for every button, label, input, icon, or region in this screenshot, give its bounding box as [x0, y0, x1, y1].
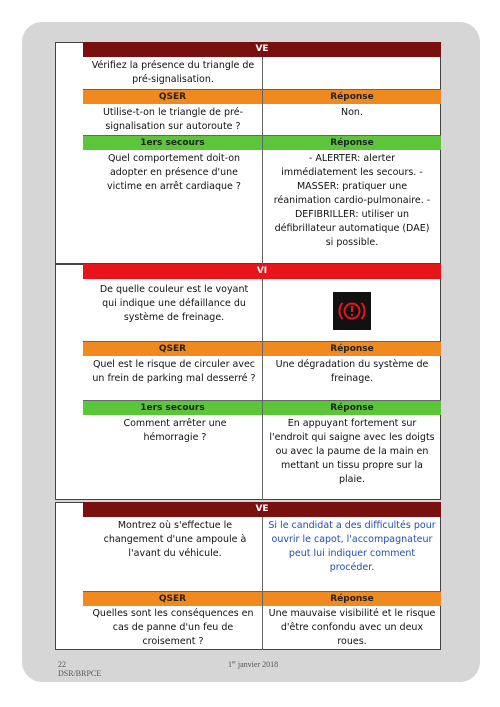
qser-question-54: Utilise-t-on le triangle de pré-signalisation sur autoroute ?	[102, 107, 244, 132]
reponse-label-54b: Réponse	[263, 136, 441, 150]
date-day: 1	[228, 660, 232, 669]
reponse-label-56: Réponse	[263, 592, 441, 606]
ve-header-54: VE	[83, 42, 441, 57]
secours-question-54: Quel comportement doit-on adopter en présence d'une victime en arrêt cardiaque ?	[107, 153, 241, 192]
secours-label-55: 1ers secours	[83, 401, 262, 415]
date-suffix: er	[232, 660, 236, 666]
date	[228, 660, 278, 669]
qser-question-55: Quel est le risque de circuler avec un frein de parking mal desserré ?	[92, 359, 256, 384]
qser-question-56: Quelles sont les conséquences en cas de panne d'un feu de croisement ?	[92, 608, 254, 647]
ve-question-56: Montrez où s'effectue le changement d'une ampoule à l'avant du véhicule.	[103, 520, 247, 559]
qser-label-55: QSER	[83, 342, 262, 356]
col-divider	[262, 279, 263, 500]
qser-answer-54: Non.	[341, 107, 363, 118]
vi-question-55: De quelle couleur est le voyant qui indique une défaillance du système de freinage.	[99, 284, 249, 323]
col-divider	[262, 517, 263, 650]
qser-answer-56: Une mauvaise visibilité et le risque d'être confondu avec un deux roues.	[268, 608, 436, 647]
org-code: DSR/BRPCE	[58, 669, 102, 678]
vi-header-55: VI	[83, 264, 441, 279]
brake-warning-light-icon	[333, 292, 371, 330]
reponse-label-55b: Réponse	[263, 401, 441, 415]
ve-answer-56: Si le candidat a des difficultés pour ouvrir le capot, l'accompagnateur peut lui indiquer comment procéder.	[268, 520, 436, 573]
ve-header-56: VE	[83, 502, 441, 517]
secours-answer-54: - ALERTER: alerter immédiatement les secours. - MASSER: pratiquer une réanimation cardio-pulmonaire. - DEFIBRILLER: utiliser un défibrillateur automatique (DAE) si possible.	[273, 153, 431, 248]
qser-answer-55: Une dégradation du système de freinage.	[275, 359, 429, 384]
secours-answer-55: En appuyant fortement sur l'endroit qui saigne avec les doigts ou avec la paume de la main en mettant un tissu propre sur la plaie.	[269, 418, 435, 485]
qser-label-54: QSER	[83, 90, 262, 104]
reponse-label-55: Réponse	[263, 342, 441, 356]
secours-question-55: Comment arrêter une hémorragie ?	[123, 418, 227, 443]
date-rest: janvier 2018	[235, 660, 279, 669]
page-number: 22	[58, 660, 66, 669]
qser-label-56: QSER	[83, 592, 262, 606]
reponse-label-54: Réponse	[263, 90, 441, 104]
ve-question-54: Vérifiez la présence du triangle de pré-signalisation.	[91, 60, 255, 85]
secours-label-54: 1ers secours	[83, 136, 262, 150]
